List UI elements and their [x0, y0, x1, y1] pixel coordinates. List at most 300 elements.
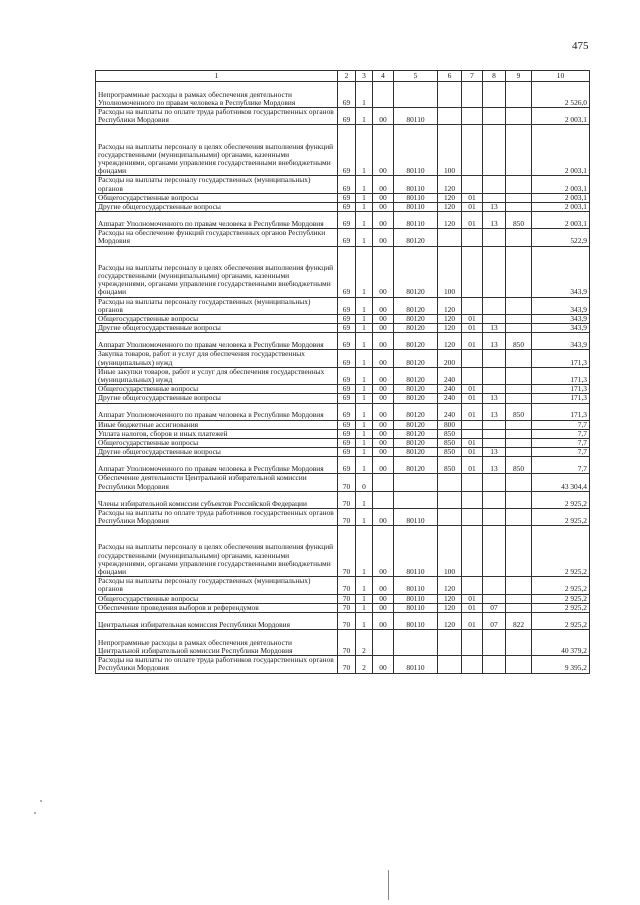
code-agency: [506, 420, 532, 429]
table-row: [96, 420, 590, 429]
code-ministry: 69: [338, 439, 356, 448]
table-row: [96, 526, 590, 577]
row-sum: 2 003,1: [532, 193, 590, 202]
table-row: [96, 630, 590, 656]
code-chapter: 01: [462, 394, 483, 403]
code-expense-type: [438, 656, 462, 673]
code-subsection: 13: [483, 333, 506, 350]
column-header: 4: [373, 71, 394, 82]
code-expense-type: 120: [438, 324, 462, 333]
code-subprogram: 00: [373, 108, 394, 125]
code-direction: 80110: [394, 656, 438, 673]
code-chapter: [462, 229, 483, 246]
code-agency: [506, 324, 532, 333]
code-direction: [394, 491, 438, 508]
code-ministry: 69: [338, 315, 356, 324]
code-subprogram: 00: [373, 315, 394, 324]
code-subsection: 07: [483, 613, 506, 630]
code-direction: 80110: [394, 526, 438, 577]
code-subprogram: 00: [373, 420, 394, 429]
row-name: Расходы на выплаты по оплате труда работников государственных органов Республики Мордовия: [96, 656, 338, 673]
code-expense-type: [438, 630, 462, 656]
code-expense-type: 120: [438, 603, 462, 612]
table-row: [96, 439, 590, 448]
code-expense-type: [438, 491, 462, 508]
row-sum: 343,9: [532, 324, 590, 333]
code-direction: 80120: [394, 315, 438, 324]
row-sum: 2 003,1: [532, 176, 590, 193]
row-name: Аппарат Уполномоченного по правам человека в Республике Мордовия: [96, 212, 338, 229]
code-ministry: 69: [338, 394, 356, 403]
code-subsection: [483, 350, 506, 367]
code-ministry: 69: [338, 82, 356, 108]
column-header: 2: [338, 71, 356, 82]
code-section: 1: [356, 82, 373, 108]
code-direction: 80110: [394, 508, 438, 525]
code-subprogram: 00: [373, 229, 394, 246]
row-name: Аппарат Уполномоченного по правам человека в Республике Мордовия: [96, 457, 338, 474]
code-agency: [506, 526, 532, 577]
code-subsection: [483, 229, 506, 246]
code-subprogram: 00: [373, 429, 394, 438]
code-ministry: 70: [338, 656, 356, 673]
table-row: [96, 474, 590, 491]
code-section: 1: [356, 420, 373, 429]
code-chapter: [462, 474, 483, 491]
code-agency: [506, 594, 532, 603]
table-row: [96, 193, 590, 202]
code-chapter: 01: [462, 203, 483, 212]
code-agency: [506, 474, 532, 491]
code-subsection: [483, 385, 506, 394]
code-expense-type: 120: [438, 212, 462, 229]
code-subsection: [483, 246, 506, 297]
code-direction: 80120: [394, 297, 438, 314]
code-chapter: [462, 429, 483, 438]
row-sum: 343,9: [532, 297, 590, 314]
code-subsection: 13: [483, 324, 506, 333]
code-subsection: [483, 526, 506, 577]
table-row: [96, 108, 590, 125]
row-name: Общегосударственные вопросы: [96, 315, 338, 324]
code-agency: [506, 315, 532, 324]
code-agency: [506, 394, 532, 403]
code-subprogram: 00: [373, 613, 394, 630]
row-sum: 7,7: [532, 448, 590, 457]
code-subprogram: [373, 491, 394, 508]
code-subsection: [483, 315, 506, 324]
code-expense-type: 850: [438, 439, 462, 448]
code-chapter: 01: [462, 439, 483, 448]
code-ministry: 70: [338, 594, 356, 603]
code-direction: 80120: [394, 403, 438, 420]
code-chapter: 01: [462, 603, 483, 612]
code-expense-type: 240: [438, 367, 462, 384]
row-sum: 2 526,0: [532, 82, 590, 108]
table-row: [96, 229, 590, 246]
code-subsection: 07: [483, 603, 506, 612]
code-agency: [506, 246, 532, 297]
code-section: 1: [356, 508, 373, 525]
code-section: 1: [356, 594, 373, 603]
row-name: Другие общегосударственные вопросы: [96, 448, 338, 457]
code-expense-type: 100: [438, 125, 462, 176]
code-direction: 80120: [394, 385, 438, 394]
code-ministry: 69: [338, 350, 356, 367]
code-chapter: 01: [462, 333, 483, 350]
code-agency: [506, 656, 532, 673]
code-subsection: [483, 297, 506, 314]
code-subprogram: 00: [373, 526, 394, 577]
code-subprogram: 00: [373, 324, 394, 333]
code-expense-type: 850: [438, 457, 462, 474]
row-name: Иные закупки товаров, работ и услуг для обеспечения государственных (муниципальных) нужд: [96, 367, 338, 384]
code-subprogram: [373, 82, 394, 108]
code-chapter: 01: [462, 385, 483, 394]
code-chapter: [462, 491, 483, 508]
code-agency: [506, 491, 532, 508]
table-row: [96, 367, 590, 384]
code-ministry: 69: [338, 212, 356, 229]
row-sum: 2 925,2: [532, 603, 590, 612]
code-ministry: 69: [338, 203, 356, 212]
code-chapter: 01: [462, 193, 483, 202]
table-row: [96, 385, 590, 394]
code-agency: 850: [506, 212, 532, 229]
code-agency: [506, 176, 532, 193]
code-subprogram: 00: [373, 193, 394, 202]
code-expense-type: [438, 82, 462, 108]
code-expense-type: 120: [438, 594, 462, 603]
code-expense-type: 120: [438, 613, 462, 630]
code-direction: 80120: [394, 324, 438, 333]
code-direction: 80120: [394, 429, 438, 438]
code-chapter: [462, 350, 483, 367]
code-direction: 80120: [394, 439, 438, 448]
row-name: Общегосударственные вопросы: [96, 594, 338, 603]
code-agency: [506, 630, 532, 656]
code-ministry: 70: [338, 508, 356, 525]
code-section: 1: [356, 297, 373, 314]
code-section: 1: [356, 429, 373, 438]
code-chapter: 01: [462, 212, 483, 229]
row-name: Расходы на выплаты персоналу в целях обеспечения выполнения функций государственными (муниципальными) органами, казенными учреждениями, органами управления государственными внебюджетными фондами: [96, 246, 338, 297]
row-name: Аппарат Уполномоченного по правам человека в Республике Мордовия: [96, 333, 338, 350]
table-row: [96, 656, 590, 673]
code-chapter: [462, 577, 483, 594]
table-row: [96, 246, 590, 297]
code-section: 2: [356, 656, 373, 673]
column-header: 3: [356, 71, 373, 82]
row-sum: 2 003,1: [532, 108, 590, 125]
code-ministry: 69: [338, 246, 356, 297]
code-section: 1: [356, 457, 373, 474]
row-sum: 171,3: [532, 403, 590, 420]
code-ministry: 69: [338, 385, 356, 394]
code-subsection: [483, 82, 506, 108]
code-ministry: 69: [338, 193, 356, 202]
code-subprogram: 00: [373, 594, 394, 603]
table-row: [96, 82, 590, 108]
code-subprogram: 00: [373, 203, 394, 212]
code-agency: [506, 367, 532, 384]
code-ministry: 70: [338, 613, 356, 630]
code-direction: 80110: [394, 125, 438, 176]
code-subsection: [483, 491, 506, 508]
code-direction: 80110: [394, 212, 438, 229]
row-name: Расходы на выплаты персоналу государственных (муниципальных) органов: [96, 176, 338, 193]
code-section: 1: [356, 125, 373, 176]
table-row: [96, 212, 590, 229]
code-direction: 80120: [394, 229, 438, 246]
column-header: 1: [96, 71, 338, 82]
code-expense-type: [438, 108, 462, 125]
code-chapter: [462, 630, 483, 656]
code-agency: [506, 385, 532, 394]
row-sum: 40 379,2: [532, 630, 590, 656]
code-expense-type: 120: [438, 333, 462, 350]
code-section: 1: [356, 439, 373, 448]
scan-speck: [40, 800, 42, 802]
code-expense-type: 240: [438, 385, 462, 394]
row-name: Расходы на выплаты персоналу в целях обеспечения выполнения функций государственными (муниципальными) органами, казенными учреждениями, органами управления государственными внебюджетными фондами: [96, 526, 338, 577]
code-subsection: 13: [483, 394, 506, 403]
row-sum: 171,3: [532, 367, 590, 384]
column-header: 6: [438, 71, 462, 82]
code-subsection: 13: [483, 448, 506, 457]
code-direction: 80110: [394, 176, 438, 193]
code-agency: 850: [506, 333, 532, 350]
code-section: 1: [356, 108, 373, 125]
code-subprogram: 00: [373, 656, 394, 673]
code-agency: 822: [506, 613, 532, 630]
code-direction: [394, 630, 438, 656]
row-name: Центральная избирательная комиссия Республики Мордовия: [96, 613, 338, 630]
code-direction: 80110: [394, 203, 438, 212]
column-header: 9: [506, 71, 532, 82]
code-ministry: 69: [338, 176, 356, 193]
row-name: Общегосударственные вопросы: [96, 439, 338, 448]
code-direction: 80110: [394, 577, 438, 594]
code-subprogram: 00: [373, 297, 394, 314]
table-row: [96, 333, 590, 350]
code-subsection: 13: [483, 403, 506, 420]
code-expense-type: 240: [438, 394, 462, 403]
column-header: 7: [462, 71, 483, 82]
code-chapter: 01: [462, 324, 483, 333]
code-chapter: [462, 297, 483, 314]
code-agency: [506, 108, 532, 125]
table-row: [96, 577, 590, 594]
row-sum: 2 003,1: [532, 212, 590, 229]
table-row: [96, 394, 590, 403]
code-ministry: 69: [338, 367, 356, 384]
column-header: 8: [483, 71, 506, 82]
table-row: [96, 176, 590, 193]
code-subprogram: 00: [373, 350, 394, 367]
code-subsection: [483, 108, 506, 125]
code-direction: 80110: [394, 108, 438, 125]
code-agency: [506, 448, 532, 457]
table-row: [96, 491, 590, 508]
code-ministry: 69: [338, 429, 356, 438]
row-sum: 2 925,2: [532, 526, 590, 577]
table-row: [96, 603, 590, 612]
code-chapter: [462, 508, 483, 525]
table-row: [96, 448, 590, 457]
code-expense-type: 100: [438, 526, 462, 577]
code-subsection: [483, 577, 506, 594]
code-expense-type: 120: [438, 203, 462, 212]
code-chapter: 01: [462, 594, 483, 603]
code-section: 1: [356, 350, 373, 367]
code-agency: [506, 125, 532, 176]
code-agency: [506, 203, 532, 212]
row-sum: 43 304,4: [532, 474, 590, 491]
code-expense-type: [438, 229, 462, 246]
code-section: 1: [356, 448, 373, 457]
code-ministry: 69: [338, 420, 356, 429]
code-expense-type: 120: [438, 577, 462, 594]
row-sum: 7,7: [532, 457, 590, 474]
code-ministry: 70: [338, 526, 356, 577]
code-subprogram: 00: [373, 246, 394, 297]
code-subsection: [483, 656, 506, 673]
table-header-row: [96, 71, 590, 82]
code-ministry: 69: [338, 457, 356, 474]
code-chapter: 01: [462, 315, 483, 324]
code-expense-type: 120: [438, 297, 462, 314]
code-subprogram: 00: [373, 125, 394, 176]
row-name: Общегосударственные вопросы: [96, 193, 338, 202]
code-expense-type: [438, 508, 462, 525]
column-header: 10: [532, 71, 590, 82]
row-sum: 2 925,2: [532, 577, 590, 594]
code-agency: [506, 439, 532, 448]
code-chapter: [462, 176, 483, 193]
code-direction: 80120: [394, 333, 438, 350]
row-sum: 171,3: [532, 385, 590, 394]
row-name: Расходы на выплаты персоналу в целях обеспечения выполнения функций государственными (муниципальными) органами, казенными учреждениями, органами управления государственными внебюджетными фондами: [96, 125, 338, 176]
table-row: [96, 324, 590, 333]
code-direction: 80110: [394, 603, 438, 612]
row-name: Иные бюджетные ассигнования: [96, 420, 338, 429]
code-subsection: [483, 367, 506, 384]
code-expense-type: 100: [438, 246, 462, 297]
row-name: Закупка товаров, работ и услуг для обеспечения государственных (муниципальных) нужд: [96, 350, 338, 367]
code-agency: [506, 603, 532, 612]
code-direction: 80120: [394, 457, 438, 474]
row-name: Расходы на выплаты персоналу государственных (муниципальных) органов: [96, 577, 338, 594]
table-row: [96, 508, 590, 525]
code-direction: 80110: [394, 613, 438, 630]
code-ministry: 69: [338, 403, 356, 420]
row-name: Обеспечение проведения выборов и референдумов: [96, 603, 338, 612]
code-direction: 80120: [394, 448, 438, 457]
budget-sheet: [95, 70, 589, 674]
row-sum: 7,7: [532, 429, 590, 438]
code-subsection: [483, 474, 506, 491]
code-section: 1: [356, 367, 373, 384]
row-sum: 171,3: [532, 394, 590, 403]
code-ministry: 70: [338, 603, 356, 612]
code-subsection: 13: [483, 457, 506, 474]
code-chapter: [462, 125, 483, 176]
code-section: 1: [356, 385, 373, 394]
code-subsection: [483, 125, 506, 176]
code-chapter: [462, 82, 483, 108]
table-row: [96, 457, 590, 474]
row-name: Расходы на выплаты по оплате труда работников государственных органов Республики Мордовия: [96, 508, 338, 525]
code-subprogram: [373, 474, 394, 491]
row-sum: 343,9: [532, 333, 590, 350]
row-name: Расходы на обеспечение функций государственных органов Республики Мордовия: [96, 229, 338, 246]
row-name: Аппарат Уполномоченного по правам человека в Республике Мордовия: [96, 403, 338, 420]
row-sum: 343,9: [532, 246, 590, 297]
code-section: 1: [356, 333, 373, 350]
code-subprogram: 00: [373, 403, 394, 420]
code-direction: 80120: [394, 420, 438, 429]
row-name: Непрограммные расходы в рамках обеспечения деятельности Уполномоченного по правам человека в Республике Мордовия: [96, 82, 338, 108]
code-agency: [506, 193, 532, 202]
code-subprogram: 00: [373, 603, 394, 612]
code-subsection: [483, 176, 506, 193]
code-section: 1: [356, 193, 373, 202]
code-chapter: [462, 656, 483, 673]
code-ministry: 70: [338, 491, 356, 508]
code-subprogram: 00: [373, 333, 394, 350]
code-chapter: [462, 246, 483, 297]
row-name: Непрограммные расходы в рамках обеспечения деятельности Центральной избирательной комиссии Республики Мордовия: [96, 630, 338, 656]
row-sum: 7,7: [532, 420, 590, 429]
row-sum: 2 003,1: [532, 125, 590, 176]
row-name: Расходы на выплаты по оплате труда работников государственных органов Республики Мордовия: [96, 108, 338, 125]
row-name: Другие общегосударственные вопросы: [96, 394, 338, 403]
code-subsection: [483, 630, 506, 656]
code-chapter: [462, 420, 483, 429]
table-row: [96, 403, 590, 420]
row-name: Обеспечение деятельности Центральной избирательной комиссии Республики Мордовия: [96, 474, 338, 491]
page-number: 475: [572, 40, 589, 52]
row-name: Уплата налогов, сборов и иных платежей: [96, 429, 338, 438]
code-expense-type: 200: [438, 350, 462, 367]
code-subsection: [483, 429, 506, 438]
table-row: [96, 315, 590, 324]
code-section: 1: [356, 526, 373, 577]
table-row: [96, 429, 590, 438]
code-section: 1: [356, 176, 373, 193]
row-sum: 171,3: [532, 350, 590, 367]
code-section: 1: [356, 212, 373, 229]
budget-table: [95, 70, 590, 674]
code-expense-type: 850: [438, 429, 462, 438]
code-subprogram: 00: [373, 508, 394, 525]
code-section: 1: [356, 491, 373, 508]
code-subsection: [483, 439, 506, 448]
row-name: Расходы на выплаты персоналу государственных (муниципальных) органов: [96, 297, 338, 314]
row-sum: 2 925,2: [532, 613, 590, 630]
code-subprogram: [373, 630, 394, 656]
code-section: 1: [356, 246, 373, 297]
code-ministry: 69: [338, 297, 356, 314]
code-direction: [394, 474, 438, 491]
code-direction: 80120: [394, 350, 438, 367]
code-chapter: 01: [462, 403, 483, 420]
scan-speck: [34, 812, 36, 814]
code-subsection: [483, 193, 506, 202]
row-sum: 2 925,2: [532, 491, 590, 508]
code-subsection: 13: [483, 203, 506, 212]
